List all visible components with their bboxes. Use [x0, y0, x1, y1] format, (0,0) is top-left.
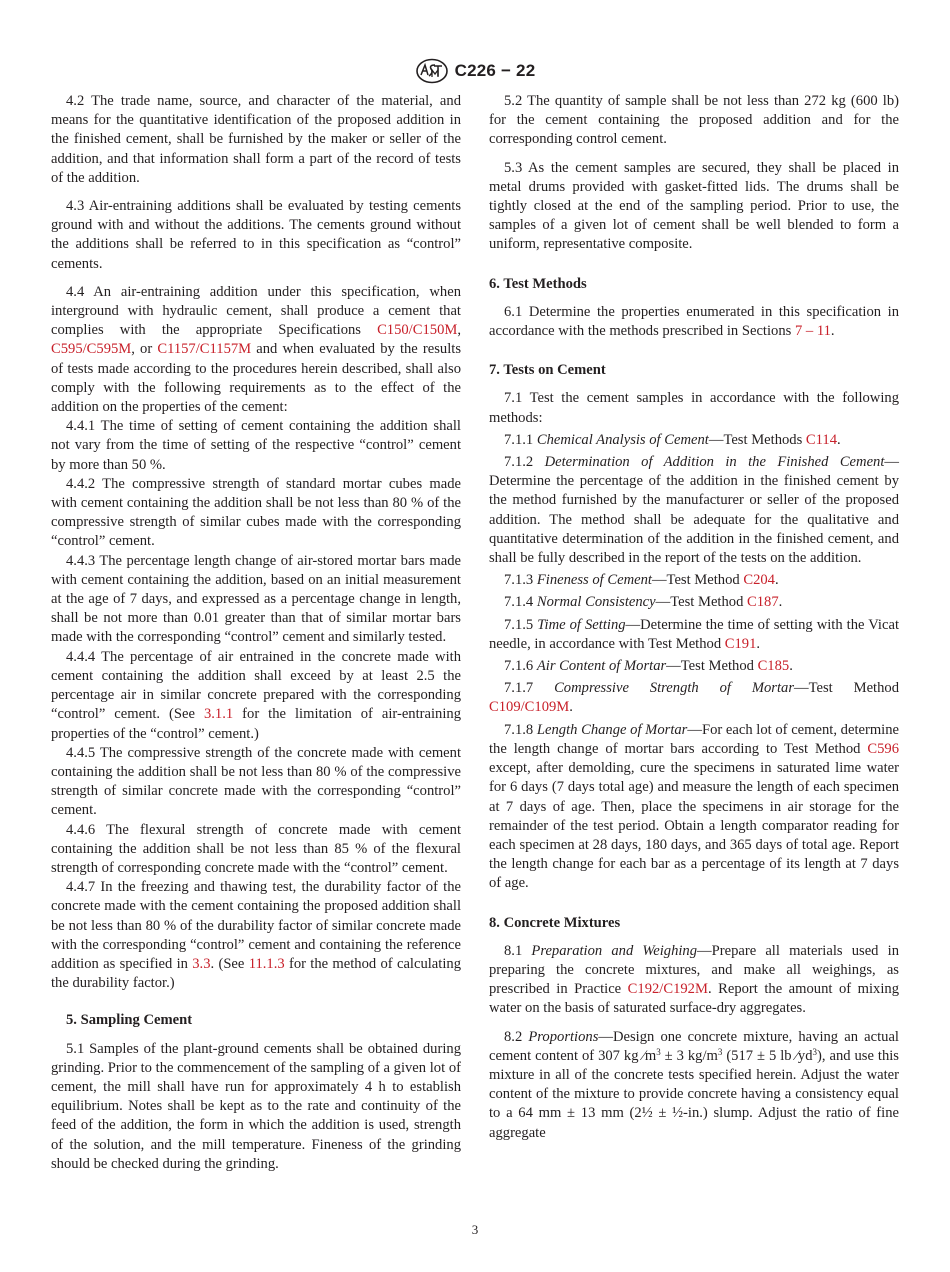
- text-run: —Test Methods: [708, 431, 806, 448]
- subsection-title: Length Change of Mortar: [536, 721, 688, 738]
- text-run: 7.1.5: [504, 616, 538, 633]
- text-run: 7.1.2: [504, 454, 545, 471]
- text-run: —Determine the time of setting with the Vicat needle, in accordance with Test Method: [489, 616, 900, 652]
- paragraph-4-4-4: [51, 648, 461, 744]
- paragraph-7-1-4: [489, 593, 899, 612]
- subsection-title: Preparation and Weighing: [531, 942, 698, 959]
- paragraph-7-1-5: [489, 616, 899, 654]
- subsection-title: Time of Setting: [537, 616, 626, 633]
- text-run: 4.4.4 The percentage of air entrained in the concrete made with cement containing the addition shall exceed by at least 2.5 the percentage air in similar concrete prepared with the corresponding “control” cement. (See: [51, 648, 461, 723]
- text-run: —Test Method: [655, 594, 748, 611]
- link-c114[interactable]: C114: [805, 431, 838, 448]
- document-designation: C226 − 22: [454, 61, 536, 80]
- text-run: 7.1.1: [504, 431, 537, 448]
- astm-logo-icon: [415, 58, 449, 84]
- paragraph-8-1: [489, 942, 899, 1019]
- text-run: —Test Method: [651, 572, 744, 589]
- paragraph-4-2: 4.2 The trade name, source, and character of the material, and means for the quantitative identification of the proposed addition in the finished cement, shall be furnished by the maker or seller of the addition, and that information shall form a part of the record of tests of the addition.: [51, 93, 461, 186]
- text-run: 8.2: [504, 1028, 529, 1045]
- text-run: .: [774, 572, 779, 589]
- text-run: for the limitation of air-entraining properties of the “control” cement.): [51, 706, 462, 742]
- paragraph-7-1: 7.1 Test the cement samples in accordance with the following methods:: [489, 390, 899, 426]
- paragraph-4-4: [51, 283, 461, 417]
- subsection-title: Air Content of Mortar: [536, 658, 667, 675]
- text-run: 7.1.6: [504, 658, 537, 675]
- paragraph-5-1: 5.1 Samples of the plant-ground cements shall be obtained during grinding. Prior to the commencement of the sampling of a given lot of cement, the mill shall have run for approximately 4 h to establish equilibrium. Notes shall be kept as to the rate and continuity of the feed of the addition, the form in which the addition is used, strength of the solution, and the mill temperature. Fineness of the grinding should be checked during the grinding.: [51, 1040, 461, 1172]
- text-run: and when evaluated by the results of tests made according to the procedures herein described, shall also comply with the following requirements as to the effect of the addition on the properties of the cement:: [51, 341, 461, 416]
- text-run: ± 3 kg/m: [660, 1047, 718, 1064]
- section-heading-6: 6. Test Methods: [489, 275, 587, 292]
- page-header: [0, 56, 950, 86]
- paragraph-5-3: 5.3 As the cement samples are secured, they shall be placed in metal drums provided with gasket-fitted lids. The drums shall be tightly closed at the end of the sampling period. Prior to use, the samples of a given lot of cement shall be well blended to form a uniform, representative composite.: [489, 159, 899, 253]
- subsection-title: Proportions: [528, 1028, 599, 1045]
- text-run: 4.4.7 In the freezing and thawing test, the durability factor of the concrete made with the cement containing the proposed addition shall be not less than 80 % of the durability factor of similar concrete made with the corresponding “control” cement and containing the reference addition as specified in: [51, 879, 461, 972]
- text-run: .: [569, 699, 573, 716]
- text-run: .: [756, 635, 761, 652]
- link-c204[interactable]: C204: [743, 572, 775, 589]
- subsection-title: Normal Consistency: [536, 594, 656, 611]
- link-c1157[interactable]: C1157/C1157M: [157, 341, 252, 358]
- paragraph-4-4-2: 4.4.2 The compressive strength of standard mortar cubes made with cement containing the addition shall be not less than 80 % of the compressive strength of similar cubes made with the corresponding “control” cement.: [51, 475, 461, 550]
- text-run: , or: [131, 341, 158, 358]
- text-run: —Test Method: [666, 658, 758, 675]
- superscript: 3: [812, 1046, 818, 1057]
- paragraph-4-4-6: 4.4.6 The flexural strength of concrete made with cement containing the addition shall be not less than 85 % of the flexural strength of corresponding concrete made with the “control” cement.: [51, 821, 461, 876]
- subsection-title: Fineness of Cement: [536, 572, 652, 589]
- text-run: . (See: [210, 955, 249, 972]
- text-run: .: [837, 431, 841, 448]
- right-column: [489, 92, 899, 1143]
- text-run: for the method of calculating the durability factor.): [51, 955, 461, 992]
- superscript: 3: [717, 1046, 723, 1057]
- section-heading-7: 7. Tests on Cement: [489, 362, 606, 379]
- page-number: 3: [471, 1222, 479, 1237]
- section-heading-5: 5. Sampling Cement: [66, 1012, 193, 1029]
- paragraph-4-4-5: 4.4.5 The compressive strength of the concrete made with cement containing the addition shall be not less than 80 % of the compressive strength of similar concrete made with the corresponding “control” cement.: [51, 744, 461, 819]
- text-run: 6.1 Determine the properties enumerated in this specification in accordance with the methods prescribed in Sections: [489, 303, 899, 340]
- link-c109[interactable]: C109/C109M: [489, 699, 570, 716]
- paragraph-7-1-8: [489, 721, 899, 894]
- paragraph-7-1-7: [489, 679, 899, 717]
- text-run: ,: [457, 322, 461, 339]
- paragraph-7-1-2: [489, 453, 899, 568]
- subsection-title: Chemical Analysis of Cement: [536, 431, 709, 448]
- text-run: —Test Method: [794, 680, 899, 697]
- text-run: . Report the amount of mixing water on the basis of saturated surface-dry aggregates.: [489, 981, 899, 1017]
- link-c596[interactable]: C596: [867, 740, 899, 757]
- superscript: 3: [656, 1046, 661, 1057]
- link-sections-7-11[interactable]: 7 – 11: [794, 323, 831, 340]
- paragraph-8-2: [489, 1028, 899, 1143]
- text-run: (517 ± 5 lb ⁄yd: [722, 1047, 813, 1064]
- paragraph-4-4-1: 4.4.1 The time of setting of cement containing the addition shall not vary from the time of setting of the respective “control” cement by more than 50 %.: [51, 418, 461, 473]
- link-3-1-1[interactable]: 3.1.1: [203, 706, 234, 723]
- text-run: except, after demolding, cure the specimens in saturated lime water for 6 days (7 days total age) and measure the length of each specimen at 7 days of age. Then, place the specimens in air storage for the remainder of the test period. Obtain a length comparator reading for each specimen at 28 days, 180 days, and 365 days of total age. Report the length change for each bar as a percentage of its length at 7 days of age.: [489, 760, 899, 892]
- link-3-3[interactable]: 3.3: [192, 955, 211, 972]
- link-c191[interactable]: C191: [724, 635, 757, 652]
- text-run: .: [830, 323, 835, 340]
- text-run: —For each lot of cement, determine the length change of mortar bars according to Test Method: [489, 721, 900, 757]
- subsection-title: Compressive Strength of Mortar: [554, 680, 795, 697]
- text-run: .: [778, 594, 783, 611]
- text-run: 7.1.8: [504, 721, 537, 738]
- paragraph-4-3: 4.3 Air-entraining additions shall be evaluated by testing cements ground with and without the additions. The cements ground without the additions shall be referred to in this specification as “control” cements.: [51, 198, 461, 272]
- paragraph-5-2: 5.2 The quantity of sample shall be not less than 272 kg (600 lb) for the cement containing the proposed addition and for the corresponding control cement.: [489, 93, 899, 148]
- link-c595[interactable]: C595/C595M: [51, 341, 132, 358]
- paragraph-7-1-3: [489, 571, 899, 590]
- paragraph-4-4-3: 4.4.3 The percentage length change of air-stored mortar bars made with cement containing the addition, based on an initial measurement at the age of 7 days, and expressed as a percentage change in length, shall be not more than 0.01 greater than that of similar mortar bars made with the corresponding “control” cement and similarly tested.: [51, 552, 461, 646]
- link-11-1-3[interactable]: 11.1.3: [248, 955, 285, 972]
- text-run: 7.1.4: [504, 594, 537, 611]
- paragraph-7-1-1: [489, 431, 899, 450]
- left-column: [51, 92, 461, 1174]
- paragraph-4-4-7: [51, 878, 461, 993]
- link-c150[interactable]: C150/C150M: [377, 322, 458, 339]
- link-c192[interactable]: C192/C192M: [627, 981, 708, 998]
- section-heading-8: 8. Concrete Mixtures: [489, 914, 621, 931]
- text-run: 7.1.7: [504, 680, 555, 697]
- text-run: 7.1.3: [504, 572, 537, 589]
- text-run: .: [789, 658, 793, 675]
- paragraph-6-1: [489, 303, 899, 341]
- text-run: 4.4 An air-entraining addition under this specification, when interground with hydraulic cement, shall produce a cement that complies with the appropriate Specifications: [51, 283, 461, 339]
- text-run: 8.1: [504, 942, 532, 959]
- paragraph-7-1-6: [489, 657, 899, 676]
- link-c187[interactable]: C187: [747, 594, 779, 611]
- text-run: —Determine the percentage of the addition in the finished cement by the method furnished by the manufacturer or seller of the proposed addition. The method shall be adequate for the qualitative and quantitative determination of the addition in the finished cement, and shall be fully described in the report of the tests on the addition.: [489, 454, 899, 567]
- text-run: —Design one concrete mixture, having an actual cement content of 307 kg ⁄m: [489, 1028, 899, 1064]
- text-run: —Prepare all materials used in preparing the concrete mixtures, and make all weighings, as prescribed in Practice: [489, 942, 899, 998]
- text-run: ), and use this mixture in all of the concrete tests specified herein. Adjust the water content of the mixture to provide concrete having a consistency equal to a 64 mm ± 13 mm (2½ ± ½-in.) slump. Adjust the ratio of fine aggregate: [489, 1047, 899, 1141]
- link-c185[interactable]: C185: [757, 658, 790, 675]
- subsection-title: Determination of Addition in the Finished Cement: [544, 454, 885, 471]
